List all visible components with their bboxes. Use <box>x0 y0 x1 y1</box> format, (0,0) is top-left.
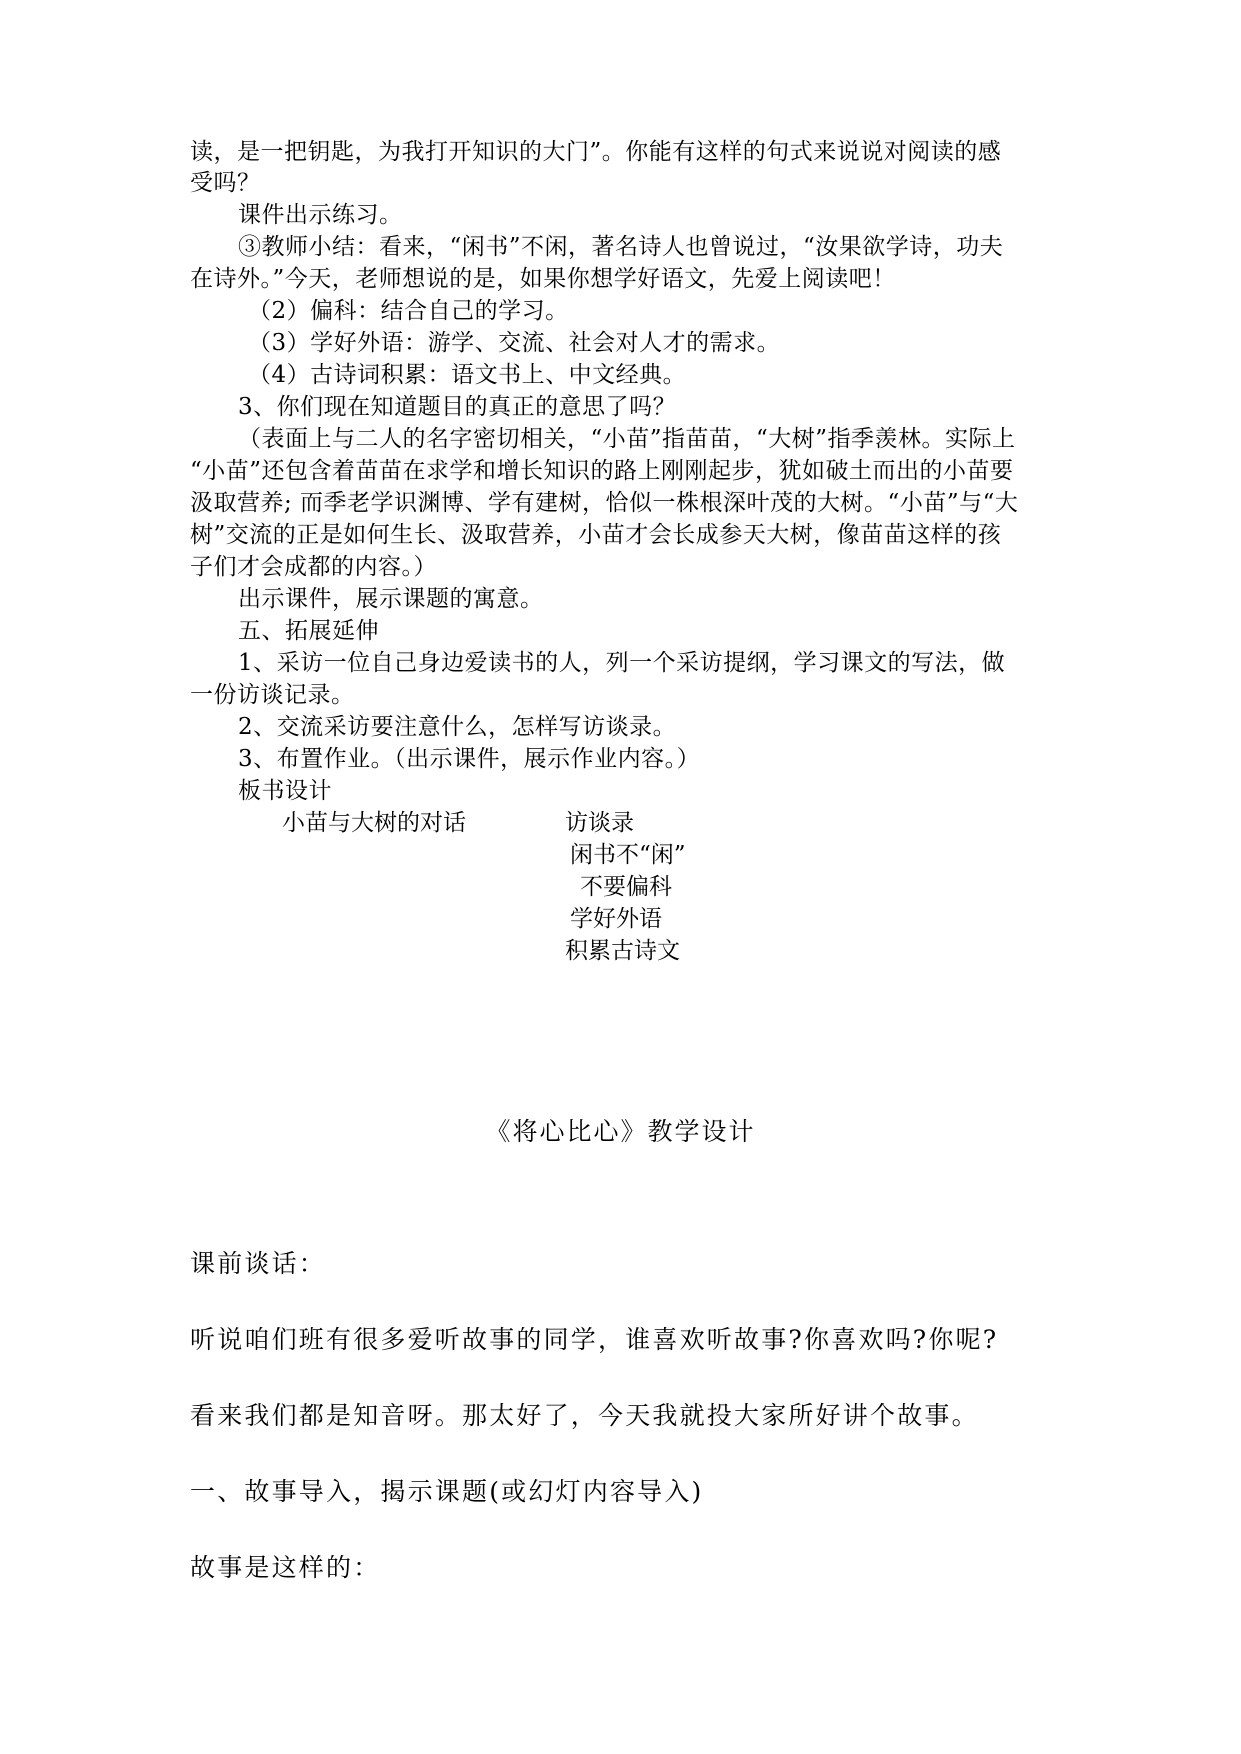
text-line: 3、你们现在知道题目的真正的意思了吗？ <box>238 394 677 420</box>
text-line: （表面上与二人的名字密切相关，“小苗”指苗苗，“大树”指季羡林。实际上 <box>238 426 1016 452</box>
paragraph: 课前谈话： <box>190 1249 327 1278</box>
text-line: （2）偏科：结合自己的学习。 <box>248 298 569 324</box>
text-line: 一份访谈记录。 <box>190 682 355 708</box>
paragraph: 故事是这样的： <box>190 1553 381 1582</box>
board-item: 学好外语 <box>570 906 662 932</box>
board-item: 不要偏科 <box>580 874 672 900</box>
text-line: 汲取营养; 而季老学识渊博、学有建树，恰似一株根深叶茂的大树。“小苗”与“大 <box>190 490 1019 516</box>
paragraph: 一、故事导入，揭示课题(或幻灯内容导入) <box>190 1477 704 1506</box>
board-title: 小苗与大树的对话 <box>282 810 466 836</box>
text-line: 子们才会成都的内容。） <box>190 554 437 580</box>
paragraph: 看来我们都是知音呀。那太好了，今天我就投大家所好讲个故事。 <box>190 1401 979 1430</box>
text-line: 出示课件，展示课题的寓意。 <box>238 586 544 612</box>
board-item: 访谈录 <box>565 810 634 836</box>
text-line: 板书设计 <box>238 778 332 804</box>
paragraph: 听说咱们班有很多爱听故事的同学，谁喜欢听故事?你喜欢吗?你呢? <box>190 1325 999 1354</box>
text-line: （4）古诗词积累：语文书上、中文经典。 <box>248 362 687 388</box>
text-line: 课件出示练习。 <box>238 202 403 228</box>
board-item: 闲书不“闲” <box>570 842 686 868</box>
board-item: 积累古诗文 <box>565 938 680 964</box>
text-line: 受吗？ <box>190 170 261 196</box>
text-line: 1、采访一位自己身边爱读书的人，列一个采访提纲，学习课文的写法，做 <box>238 650 1006 676</box>
text-line: （3）学好外语：游学、交流、社会对人才的需求。 <box>248 330 781 356</box>
text-line: 五、拓展延伸 <box>238 618 379 644</box>
section-title: 《将心比心》教学设计 <box>485 1117 756 1146</box>
text-line: 3、布置作业。（出示课件，展示作业内容。） <box>238 746 701 772</box>
text-line: ③教师小结：看来，“闲书”不闲，著名诗人也曾说过，“汝果欲学诗，功夫 <box>238 234 1004 260</box>
text-line: 读，是一把钥匙，为我打开知识的大门”。你能有这样的句式来说说对阅读的感 <box>190 139 1002 165</box>
text-line: 在诗外。”今天，老师想说的是，如果你想学好语文，先爱上阅读吧！ <box>190 266 896 292</box>
text-line: 树”交流的正是如何生长、汲取营养，小苗才会长成参天大树，像苗苗这样的孩 <box>190 522 1002 548</box>
text-line: “小苗”还包含着苗苗在求学和增长知识的路上刚刚起步，犹如破土而出的小苗要 <box>190 458 1014 484</box>
text-line: 2、交流采访要注意什么，怎样写访谈录。 <box>238 714 677 740</box>
